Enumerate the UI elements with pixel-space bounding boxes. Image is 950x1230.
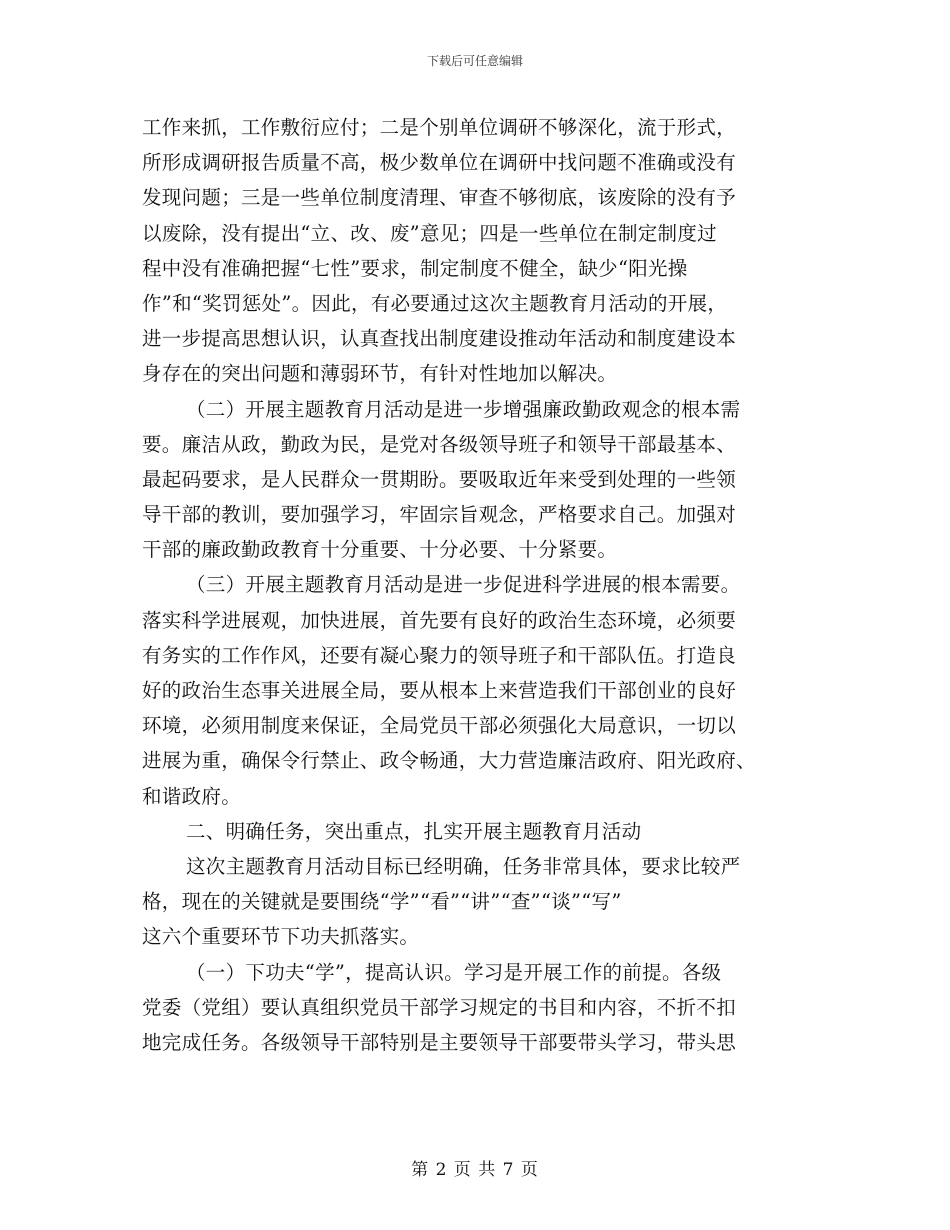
text-line: 地完成任务。各级领导干部特别是主要领导干部要带头学习，带头思 xyxy=(142,1030,737,1054)
text-line: （一）下功夫“学”，提高认识。学习是开展工作的前提。各级 xyxy=(186,960,722,984)
text-line: 以废除，没有提出“立、改、废”意见；四是一些单位在制定制度过 xyxy=(142,221,717,245)
text-line: 环境，必须用制度来保证，全局党员干部必须强化大局意识，一切以 xyxy=(142,714,737,738)
page-header: 下载后可任意编辑 xyxy=(426,54,523,68)
text-line: 进展为重，确保令行禁止、政令畅通，大力营造廉洁政府、阳光政府、 xyxy=(142,749,756,773)
text-line: 发现问题；三是一些单位制度清理、审查不够彻底，该废除的没有予 xyxy=(142,186,737,210)
text-line: 有务实的工作作风，还要有凝心聚力的领导班子和干部队伍。打造良 xyxy=(142,643,737,667)
text-line: 这次主题教育月活动目标已经明确，任务非常具体，要求比较严 xyxy=(186,854,741,878)
text-line: 最起码要求，是人民群众一贯期盼。要吸取近年来受到处理的一些领 xyxy=(142,467,737,491)
text-line: 作”和“奖罚惩处”。因此，有必要通过这次主题教育月活动的开展， xyxy=(142,291,728,315)
text-line: 程中没有准确把握“七性”要求，制定制度不健全，缺少“阳光操 xyxy=(142,256,688,280)
text-line: 干部的廉政勤政教育十分重要、十分必要、十分紧要。 xyxy=(142,538,618,562)
text-line: （二）开展主题教育月活动是进一步增强廉政勤政观念的根本需 xyxy=(186,397,741,421)
text-line: 导干部的教训，要加强学习，牢固宗旨观念，严格要求自己。加强对 xyxy=(142,503,737,527)
text-line: 身存在的突出问题和薄弱环节，有针对性地加以解决。 xyxy=(142,362,618,386)
text-line: 所形成调研报告质量不高，极少数单位在调研中找问题不准确或没有 xyxy=(142,151,737,175)
text-line: 格，现在的关键就是要围绕“学”“看”“讲”“查”“谈”“写” xyxy=(142,890,622,914)
page-footer: 第 2 页 共 7 页 xyxy=(411,1160,539,1180)
text-line: 工作来抓，工作敷衍应付；二是个别单位调研不够深化，流于形式， xyxy=(142,116,737,139)
text-line: 进一步提高思想认识，认真查找出制度建设推动年活动和制度建设本 xyxy=(142,327,737,351)
text-line: 好的政治生态事关进展全局，要从根本上来营造我们干部创业的良好 xyxy=(142,679,737,702)
text-line: 党委（党组）要认真组织党员干部学习规定的书目和内容，不折不扣 xyxy=(142,995,737,1019)
text-line: 落实科学进展观，加快进展，首先要有良好的政治生态环境，必须要 xyxy=(142,608,737,632)
text-line: 要。廉洁从政，勤政为民，是党对各级领导班子和领导干部最基本、 xyxy=(142,432,737,456)
text-line: 二、明确任务，突出重点，扎实开展主题教育月活动 xyxy=(186,819,642,843)
text-line: （三）开展主题教育月活动是进一步促进科学进展的根本需要。 xyxy=(186,573,741,597)
document-body xyxy=(142,110,810,1060)
text-line: 和谐政府。 xyxy=(142,784,242,808)
text-line: 这六个重要环节下功夫抓落实。 xyxy=(142,925,420,949)
